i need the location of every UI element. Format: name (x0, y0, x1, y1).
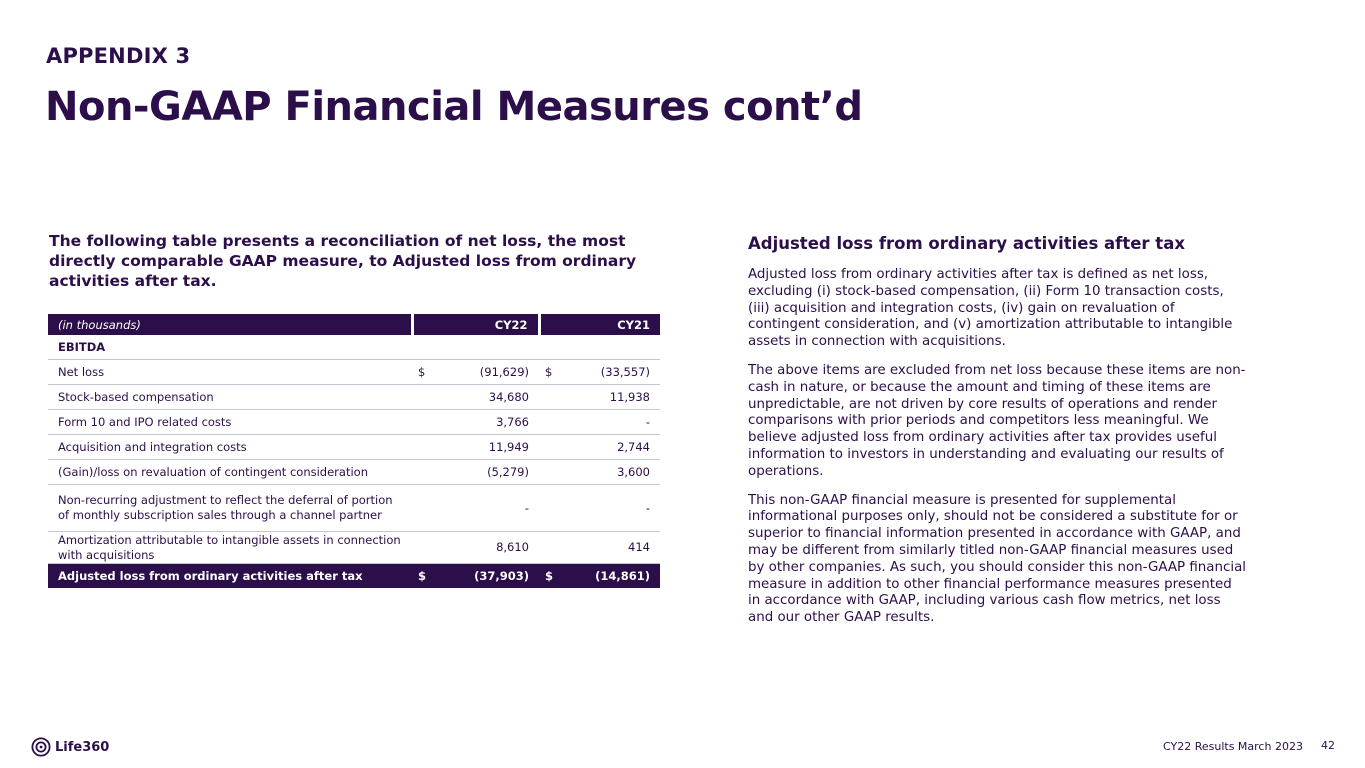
table-row (48, 410, 660, 435)
table-row (48, 532, 660, 564)
cy21-value: 11,938 (569, 385, 660, 410)
currency-symbol (539, 435, 569, 460)
cy22-value: (91,629) (442, 360, 539, 385)
cy21-value: 3,600 (569, 460, 660, 485)
logo-wordmark: Life360 (55, 739, 110, 755)
currency-symbol (539, 485, 569, 532)
currency-symbol: $ (539, 564, 569, 589)
cy21-value: 414 (569, 532, 660, 564)
row-label: Net loss (48, 360, 412, 385)
definition-panel (748, 234, 1248, 639)
definition-heading: Adjusted loss from ordinary activities after tax (748, 234, 1185, 253)
units-label: (in thousands) (48, 314, 412, 335)
currency-symbol (539, 460, 569, 485)
definition-paragraph: Adjusted loss from ordinary activities after tax is defined as net loss, excluding (i) stock-based compensation, (ii) Form 10 transaction costs, (iii) acquisition and integration costs, (iv) gain on revaluation of contingent consideration, and (v) amortization attributable to intangible assets in connection with acquisitions. (748, 267, 1233, 350)
cy21-value: (33,557) (569, 360, 660, 385)
currency-symbol (539, 385, 569, 410)
currency-symbol: $ (539, 360, 569, 385)
reconciliation-table (48, 314, 660, 588)
cy22-value: (5,279) (442, 460, 539, 485)
cy21-value: 2,744 (569, 435, 660, 460)
table-row (48, 460, 660, 485)
currency-symbol: $ (412, 360, 442, 385)
total-cy21-value: (14,861) (569, 564, 660, 589)
row-label: Form 10 and IPO related costs (48, 410, 412, 435)
table-row (48, 485, 660, 532)
row-label: Non-recurring adjustment to reflect the deferral of portion of monthly subscription sales through a channel partner (48, 485, 412, 532)
row-label: Amortization attributable to intangible assets in connection with acquisitions (48, 532, 412, 564)
page-number: 42 (1321, 739, 1335, 752)
currency-symbol (412, 485, 442, 532)
currency-symbol (412, 410, 442, 435)
row-label: Stock-based compensation (48, 385, 412, 410)
table-row (48, 435, 660, 460)
total-cy22-value: (37,903) (442, 564, 539, 589)
life360-logo-icon (31, 737, 51, 757)
total-label: Adjusted loss from ordinary activities after tax (48, 564, 412, 589)
section-label: EBITDA (48, 335, 660, 360)
row-label: Acquisition and integration costs (48, 435, 412, 460)
cy22-value: - (442, 485, 539, 532)
row-label: (Gain)/loss on revaluation of contingent consideration (48, 460, 412, 485)
currency-symbol: $ (412, 564, 442, 589)
cy22-value: 8,610 (442, 532, 539, 564)
section-row-ebitda (48, 335, 660, 360)
appendix-label: APPENDIX 3 (46, 44, 191, 68)
disclaimer-paragraph: This non-GAAP financial measure is presented for supplemental informational purposes only, should not be considered a substitute for or superior to financial information presented in accordance with GAAP, and may be different from similarly titled non-GAAP financial measures used by other companies. As such, you should consider this non-GAAP financial measure in addition to other financial performance measures presented in accordance with GAAP, including various cash flow metrics, net loss and our other GAAP results. (748, 492, 1246, 626)
currency-symbol (412, 435, 442, 460)
table-intro-text: The following table presents a reconciliation of net loss, the most directly comparable GAAP measure, to Adjusted loss from ordinary activities after tax. (49, 232, 637, 290)
total-row (48, 564, 660, 589)
company-logo (31, 737, 109, 757)
table-header-row (48, 314, 660, 335)
column-header-cy22: CY22 (412, 314, 539, 335)
cy21-value: - (569, 485, 660, 532)
currency-symbol (539, 532, 569, 564)
cy21-value: - (569, 410, 660, 435)
cy22-value: 11,949 (442, 435, 539, 460)
page-title: Non-GAAP Financial Measures cont’d (45, 84, 863, 130)
currency-symbol (412, 385, 442, 410)
column-header-cy21: CY21 (539, 314, 660, 335)
footer-caption: CY22 Results March 2023 (1163, 740, 1303, 753)
cy22-value: 3,766 (442, 410, 539, 435)
currency-symbol (539, 410, 569, 435)
cy22-value: 34,680 (442, 385, 539, 410)
table-row (48, 360, 660, 385)
table-row (48, 385, 660, 410)
exclusion-rationale-paragraph: The above items are excluded from net loss because these items are non-cash in nature, or because the amount and timing of these items are unpredictable, are not driven by core results of operations and render comparisons with prior periods and competitors less meaningful. We believe adjusted loss from ordinary activities after tax provides useful information to investors in understanding and evaluating our results of operations. (748, 362, 1246, 479)
currency-symbol (412, 532, 442, 564)
currency-symbol (412, 460, 442, 485)
